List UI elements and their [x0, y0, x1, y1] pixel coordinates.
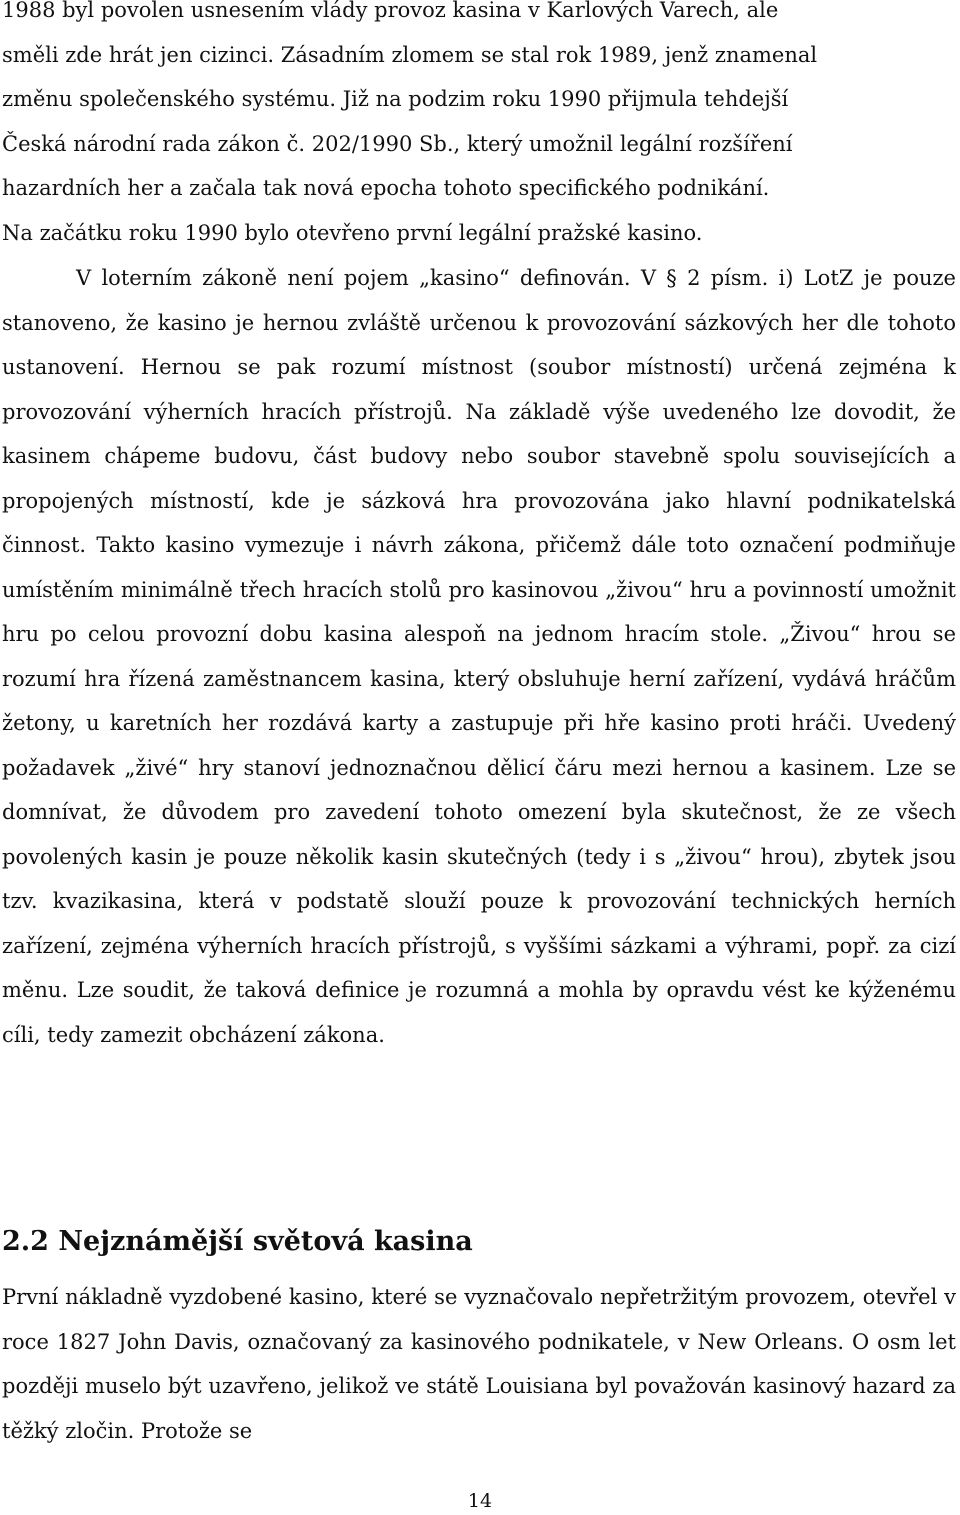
text-line: 1988 byl povolen usnesením vlády provoz kasina v Karlových Varech, ale [2, 0, 779, 22]
paragraph-famous-casinos: První nákladně vyzdobené kasino, které se vyznačovalo nepřetržitým provozem, otevřel v roce 1827 John Davis, označovaný za kasinového podnikatele, v New Orleans. O osm let později muselo být uzavřeno, jelikož ve státě Louisiana byl považován kasinový hazard za těžký zločin. Protože se [2, 1285, 956, 1443]
paragraph-casino-history [2, 0, 956, 255]
text-line: Na začátku roku 1990 bylo otevřeno první legální pražské kasino. [2, 220, 703, 245]
text-line: směli zde hrát jen cizinci. Zásadním zlomem se stal rok 1989, jenž znamenal [2, 42, 818, 67]
text-line: Česká národní rada zákon č. 202/1990 Sb., který umožnil legální rozšíření [2, 131, 793, 156]
page-number: 14 [467, 1490, 493, 1512]
text-line: hazardních her a začala tak nová epocha tohoto specifického podnikání. [2, 176, 770, 200]
section-heading: 2.2 Nejznámější světová kasina [2, 1226, 473, 1257]
paragraph-casino-definition: V loterním zákoně není pojem „kasino“ definován. V § 2 písm. i) LotZ je pouze stanoveno, že kasino je hernou zvláště určenou k provozování sázkových her dle tohoto ustanovení. Hernou se pak rozumí místnost (soubor místností) určená zejména k provozování výherních hracích přístrojů. Na základě výše uvedeného lze dovodit, že kasinem chápeme budovu, část budovy nebo soubor stavebně spolu souvisejících a propojených místností, kde je sázková hra provozována jako hlavní podnikatelská činnost. Takto kasino vymezuje i návrh zákona, přičemž dále toto označení podmiňuje umístěním minimálně třech hracích stolů pro kasinovou „živou“ hru a povinností umožnit hru po celou provozní dobu kasina alespoň na jednom hracím stole. „Živou“ hrou se rozumí hra řízená zaměstnancem kasina, který obsluhuje herní zařízení, vydává hráčům žetony, u karetních her rozdává karty a zastupuje při hře kasino proti hráči. Uvedený požadavek „živé“ hry stanoví jednoznačnou dělicí čáru mezi hernou a kasinem. Lze se domnívat, že důvodem pro zavedení tohoto omezení byla skutečnost, že ze všech povolených kasin je pouze několik kasin skutečných (tedy i s „živou“ hrou), zbytek jsou tzv. kvazikasina, která v podstatě slouží pouze k provozování technických herních zařízení, zejména výherních hracích přístrojů, s vyššími sázkami a výhrami, popř. za cizí měnu. Lze soudit, že taková definice je rozumná a mohla by opravdu vést ke kýženému cíli, tedy zamezit obcházení zákona. [2, 266, 956, 1047]
text-line: změnu společenského systému. Již na podzim roku 1990 přijmula tehdejší [2, 87, 789, 111]
